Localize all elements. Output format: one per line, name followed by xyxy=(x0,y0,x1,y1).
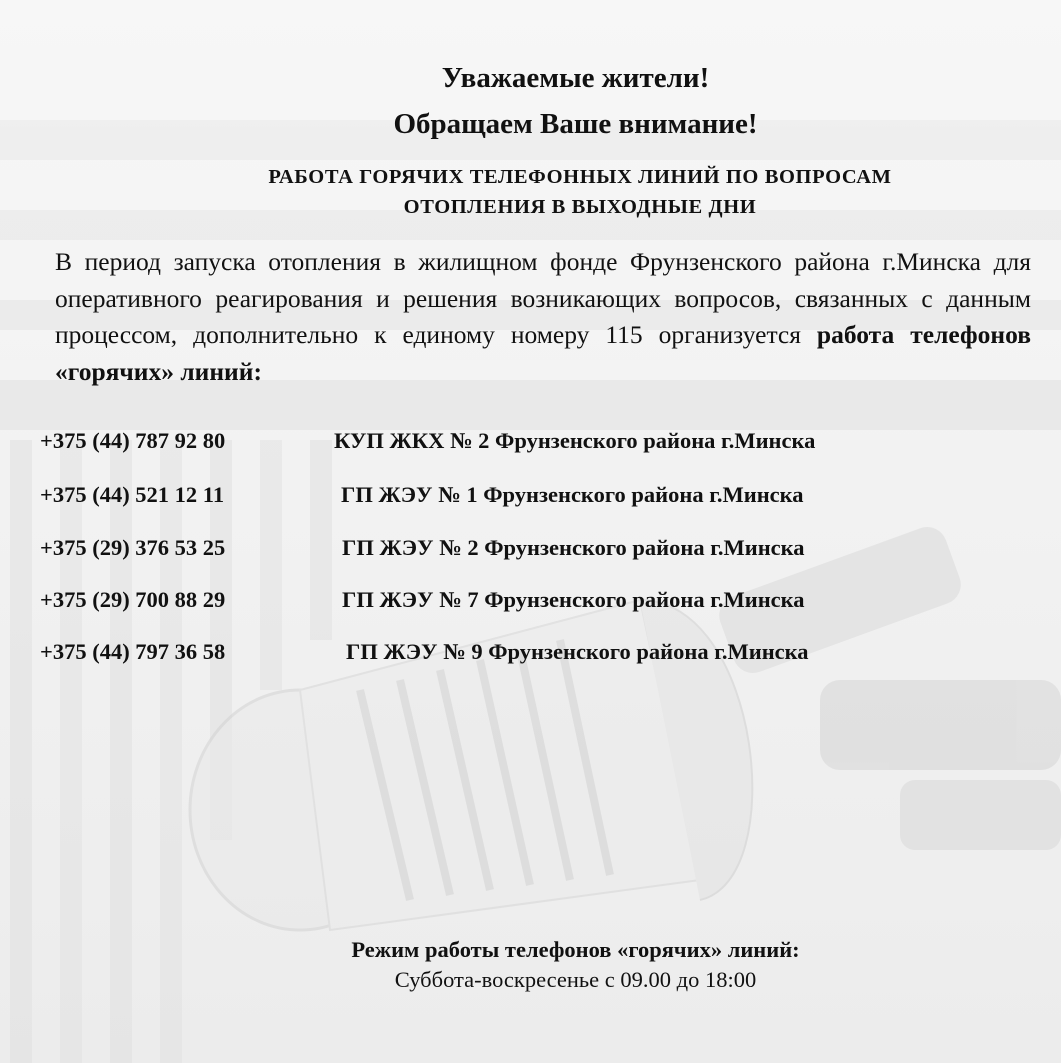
working-hours-text: Суббота-воскресенье с 09.00 до 18:00 xyxy=(394,967,757,992)
working-hours-heading: Режим работы телефонов «горячих» линий: xyxy=(351,937,800,962)
contact-phone: +375 (29) 376 53 25 xyxy=(40,535,226,560)
contact-row xyxy=(40,482,1040,518)
contact-phone: +375 (44) 797 36 58 xyxy=(40,639,226,664)
intro-bold-text: работа телефонов «горячих» линий: xyxy=(55,320,1031,386)
working-hours xyxy=(0,935,1061,995)
contact-row xyxy=(40,428,1040,464)
subtitle-line-2: ОТОПЛЕНИЯ В ВЫХОДНЫЕ ДНИ xyxy=(403,196,757,218)
contact-row xyxy=(40,535,1040,571)
heading-attention: Обращаем Ваше внимание! xyxy=(393,108,758,140)
contact-org: ГП ЖЭУ № 1 Фрунзенского района г.Минска xyxy=(341,482,804,507)
subtitle-line-1: РАБОТА ГОРЯЧИХ ТЕЛЕФОННЫХ ЛИНИЙ ПО ВОПРОСАМ xyxy=(268,166,892,188)
contact-phone: +375 (44) 787 92 80 xyxy=(40,428,226,453)
contact-org: ГП ЖЭУ № 2 Фрунзенского района г.Минска xyxy=(342,535,805,560)
contact-row xyxy=(40,639,1040,675)
intro-text: В период запуска отопления в жилищном фонде Фрунзенского района г.Минска для оперативного реагирования и решения возникающих вопросов, связанных с данным процессом, дополнительно к единому номеру 115 организуется xyxy=(55,247,1031,349)
contact-org: КУП ЖКХ № 2 Фрунзенского района г.Минска xyxy=(334,428,816,453)
intro-paragraph xyxy=(55,244,1031,390)
contact-row xyxy=(40,587,1040,623)
contact-org: ГП ЖЭУ № 9 Фрунзенского района г.Минска xyxy=(346,639,809,664)
contact-org: ГП ЖЭУ № 7 Фрунзенского района г.Минска xyxy=(342,587,805,612)
contact-phone: +375 (44) 521 12 11 xyxy=(40,482,225,507)
subtitle xyxy=(100,162,1060,222)
contact-phone: +375 (29) 700 88 29 xyxy=(40,587,226,612)
heading-dear-residents: Уважаемые жители! xyxy=(441,62,710,94)
